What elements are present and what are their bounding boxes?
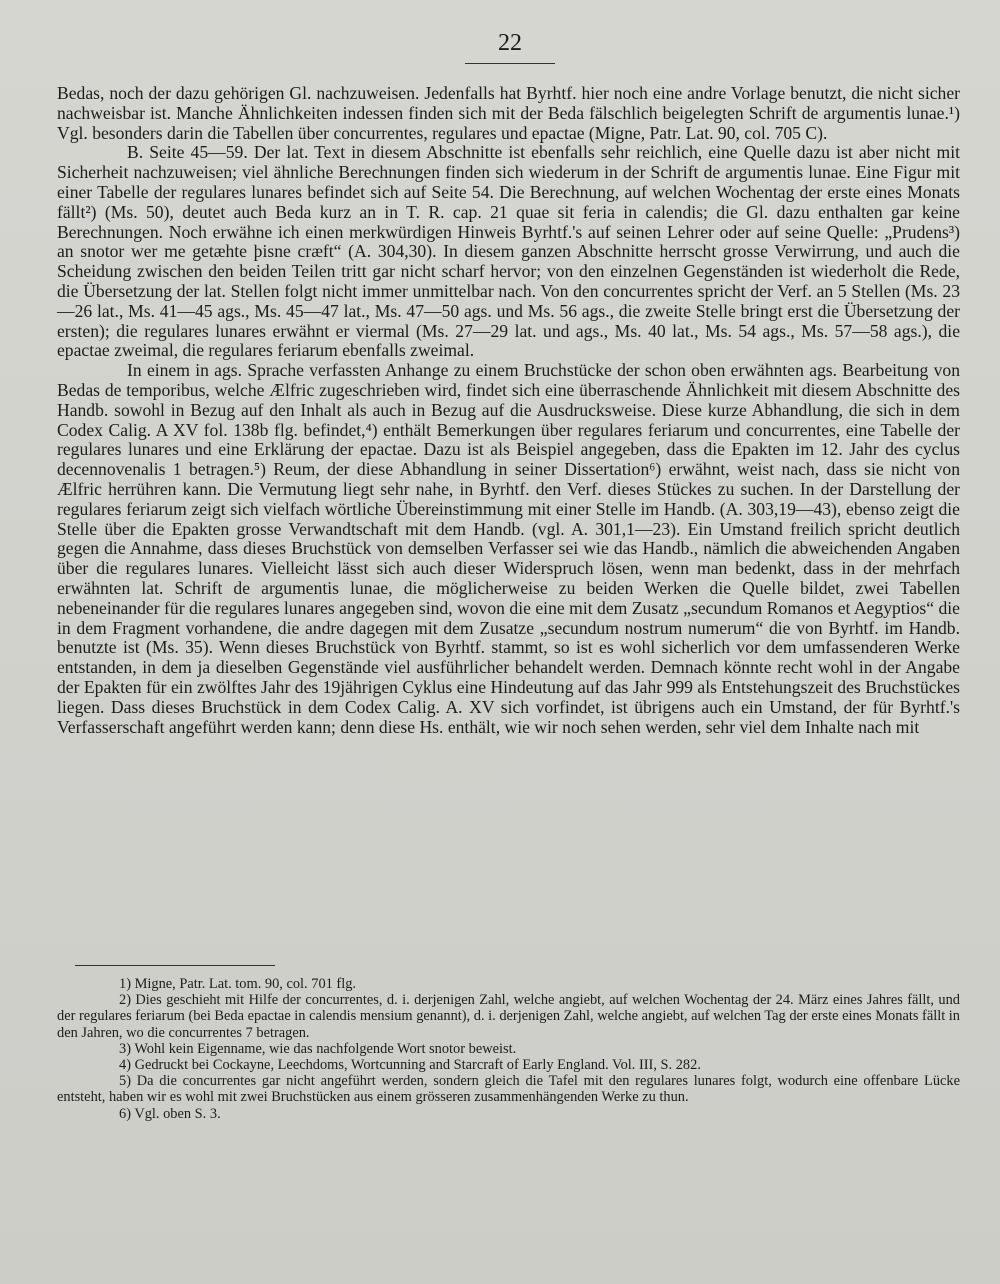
footnote-2: 2) Dies geschieht mit Hilfe der concurrentes, d. i. derjenigen Zahl, welche angiebt, auf welchen Wochentag der 24. März eines Jahres fällt, und der regulares feriarum (bei Beda epactae in calendis mensium genannt), d. i. derjenigen Zahl, welche angiebt, auf welchen Tag der erste eines Monats fällt in den Jahren, wo die concurrentes 7 betragen. (57, 992, 960, 1041)
footnote-6: 6) Vgl. oben S. 3. (119, 1105, 221, 1122)
footnotes (57, 976, 960, 1122)
page-number-rule (465, 63, 555, 64)
paragraph-1: Bedas, noch der dazu gehörigen Gl. nachzuweisen. Jedenfalls hat Byrhtf. hier noch eine andre Vorlage benutzt, die nicht sicher nachweisbar ist. Manche Ähnlichkeiten indessen finden sich mit der Beda fälschlich beigelegten Schrift de argumentis lunae.¹) Vgl. besonders darin die Tabellen über concurrentes, regulares und epactae (Migne, Patr. Lat. 90, col. 705 C). (57, 83, 960, 143)
footnote-3: 3) Wohl kein Eigenname, wie das nachfolgende Wort snotor beweist. (119, 1040, 517, 1057)
footnote-divider (75, 965, 275, 966)
body-text (57, 84, 960, 737)
footnote-4: 4) Gedruckt bei Cockayne, Leechdoms, Wortcunning and Starcraft of Early England. Vol. III, S. 282. (119, 1057, 701, 1074)
page-number: 22 (498, 30, 522, 56)
paragraph-2: B. Seite 45—59. Der lat. Text in diesem Abschnitte ist ebenfalls sehr reichlich, eine Quelle dazu ist aber nicht mit Sicherheit nachzuweisen; viel ähnliche Berechnungen finden sich wiederum in der Schrift de argumentis lunae. Eine Figur mit einer Tabelle der regulares lunares befindet sich auf Seite 54. Die Berechnung, auf welchen Wochentag der erste eines Monats fällt²) (Ms. 50), deutet auch Beda kurz an in T. R. cap. 21 quae sit feria in calendis; die Gl. dazu enthalten gar keine Berechnungen. Noch erwähne ich einen merkwürdigen Hinweis Byrhtf.'s auf seinen Lehrer oder auf seine Quelle: „Prudens³) an snotor wer me getæhte þisne cræft“ (A. 304,30). In diesem ganzen Abschnitte herrscht grosse Verwirrung, und auch die Scheidung zwischen den beiden Teilen tritt gar nicht scharf hervor; von den einzelnen Gegenständen ist wiederholt die Rede, die Übersetzung der lat. Stellen folgt nicht immer unmittelbar nach. Von den concurrentes spricht der Verf. an 5 Stellen (Ms. 23—26 lat., Ms. 41—45 ags., Ms. 45—47 lat., Ms. 47—50 ags. und Ms. 56 ags., die zweite Stelle bringt erst die Übersetzung der ersten); die regulares lunares erwähnt er viermal (Ms. 27—29 lat. und ags., Ms. 40 lat., Ms. 54 ags., Ms. 57—58 ags.), die epactae zweimal, die regulares feriarum ebenfalls zweimal. (57, 142, 960, 361)
paragraph-3: In einem in ags. Sprache verfassten Anhange zu einem Bruchstücke der schon oben erwähnten ags. Bearbeitung von Bedas de temporibus, welche Ælfric zugeschrieben wird, findet sich eine überraschende Ähnlichkeit mit diesem Abschnitte des Handb. sowohl in Bezug auf den Inhalt als auch in Bezug auf die Ausdrucksweise. Diese kurze Abhandlung, die sich in dem Codex Calig. A XV fol. 138b flg. befindet,⁴) enthält Bemerkungen über regulares feriarum und concurrentes, eine Tabelle der regulares lunares und eine Erklärung der epactae. Dazu ist als Beispiel angegeben, dass die Epakten im 12. Jahr des cyclus decennovenalis 1 betragen.⁵) Reum, der diese Abhandlung in seiner Dissertation⁶) erwähnt, weist nach, dass sie nicht von Ælfric herrühren kann. Die Vermutung liegt sehr nahe, in Byrhtf. den Verf. dieses Stückes zu suchen. In der Darstellung der regulares feriarum zeigt sich vielfach wörtliche Übereinstimmung mit einer Stelle im Handb. (A. 303,19—43), ebenso zeigt die Stelle über die Epakten grosse Verwandtschaft mit dem Handb. (vgl. A. 301,1—23). Ein Umstand freilich spricht deutlich gegen die Annahme, dass dieses Bruchstück von demselben Verfasser sei wie das Handb., nämlich die abweichenden Angaben über die regulares lunares. Vielleicht lässt sich auch dieser Widerspruch lösen, wenn man bedenkt, dass in der mehrfach erwähnten lat. Schrift de argumentis lunae, die möglicherweise zu beiden Werken die Quelle bildet, zwei Tabellen nebeneinander für die regulares lunares angegeben sind, wovon die eine mit dem Zusatz „secundum Romanos et Aegyptios“ die in dem Fragment vorhandene, die andre dagegen mit dem Zusatze „secundum nostrum numerum“ die von Byrhtf. im Handb. benutzte ist (Ms. 35). Wenn dieses Bruchstück von Byrhtf. stammt, so ist es wohl sicherlich vor dem umfassenderen Werke entstanden, in dem ja dieselben Gegenstände viel ausführlicher behandelt werden. Demnach könnte recht wohl in der Angabe der Epakten für ein zwölftes Jahr des 19jährigen Cyklus eine Hindeutung auf das Jahr 999 als Entstehungszeit des Bruchstückes liegen. Dass dieses Bruchstück in dem Codex Calig. A. XV sich vorfindet, ist übrigens auch ein Umstand, der für Byrhtf.'s Verfasserschaft angeführt werden kann; denn diese Hs. enthält, wie wir noch sehen werden, sehr viel dem Inhalte nach mit (57, 360, 960, 737)
footnote-5: 5) Da die concurrentes gar nicht angeführt werden, sondern gleich die Tafel mit den regulares lunares folgt, wodurch eine offenbare Lücke entsteht, haben wir es wohl mit zwei Bruchstücken aus einem grösseren zusammenhängenden Werke zu thun. (57, 1073, 960, 1106)
footnote-1: 1) Migne, Patr. Lat. tom. 90, col. 701 flg. (119, 976, 357, 992)
